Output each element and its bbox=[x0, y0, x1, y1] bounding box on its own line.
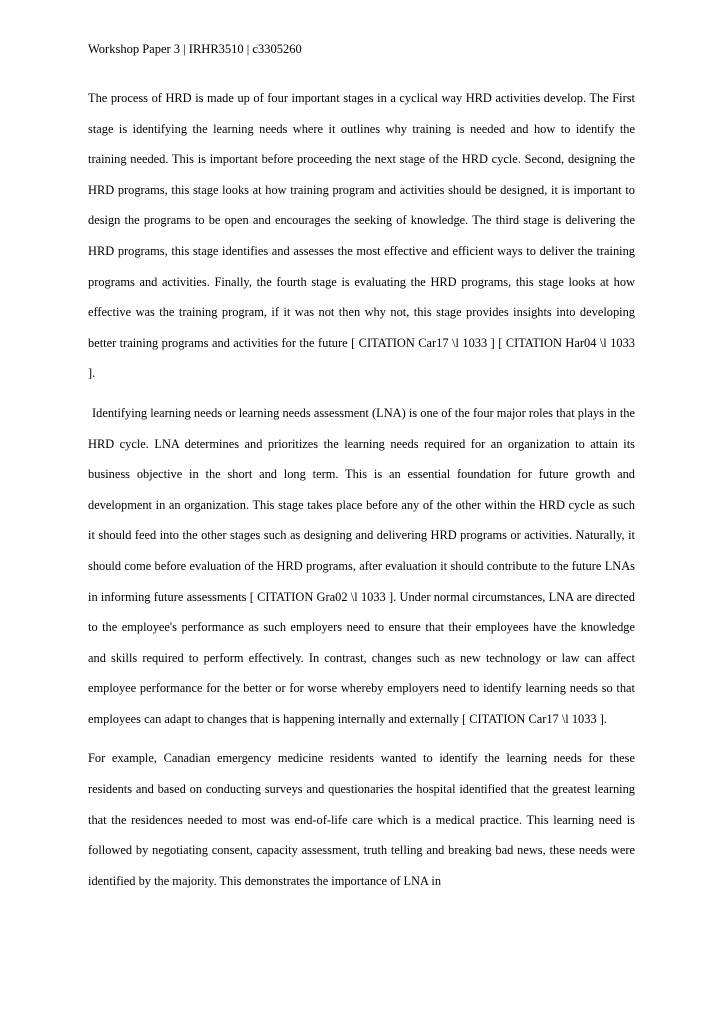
paragraph-example: For example, Canadian emergency medicine residents wanted to identify the learning needs for these residents and based on conducting surveys and questionaries the hospital identified that the greatest learning that the residences needed to most was end-of-life care which is a medical practice. This learning need is followed by negotiating consent, capacity assessment, truth telling and breaking bad news, these needs were identified by the majority. This demonstrates the importance of LNA in bbox=[88, 751, 635, 888]
paragraph-hrd-process: The process of HRD is made up of four important stages in a cyclical way HRD activities develop. The First stage is identifying the learning needs where it outlines why training is needed and how to identify the training needed. This is important before proceeding the next stage of the HRD cycle. Second, designing the HRD programs, this stage looks at how training program and activities should be designed, it is important to design the programs to be open and encourages the seeking of knowledge. The third stage is delivering the HRD programs, this stage identifies and assesses the most effective and efficient ways to deliver the training programs and activities. Finally, the fourth stage is evaluating the HRD programs, this stage looks at how effective was the training program, if it was not then why not, this stage provides insights into developing better training programs and activities for the future [ CITATION Car17 \l 1033 ] [ CITATION Har04 \l 1033 ]. bbox=[88, 91, 635, 381]
paragraph-lna: Identifying learning needs or learning needs assessment (LNA) is one of the four major roles that plays in the HRD cycle. LNA determines and prioritizes the learning needs required for an organization to attain its business objective in the short and long term. This is an essential foundation for future growth and development in an organization. This stage takes place before any of the other within the HRD cycle as such it should feed into the other stages such as designing and delivering HRD programs or activities. Naturally, it should come before evaluation of the HRD programs, after evaluation it should contribute to the future LNAs in informing future assessments [ CITATION Gra02 \l 1033 ]. Under normal circumstances, LNA are directed to the employee's performance as such employers need to ensure that their employees have the knowledge and skills required to perform effectively. In contrast, changes such as new technology or law can affect employee performance for the better or for worse whereby employers need to identify learning needs so that employees can adapt to changes that is happening internally and externally [ CITATION Car17 \l 1033 ]. bbox=[88, 405, 635, 726]
document-body bbox=[88, 83, 635, 905]
running-header: Workshop Paper 3 | IRHR3510 | c3305260 bbox=[88, 42, 302, 56]
